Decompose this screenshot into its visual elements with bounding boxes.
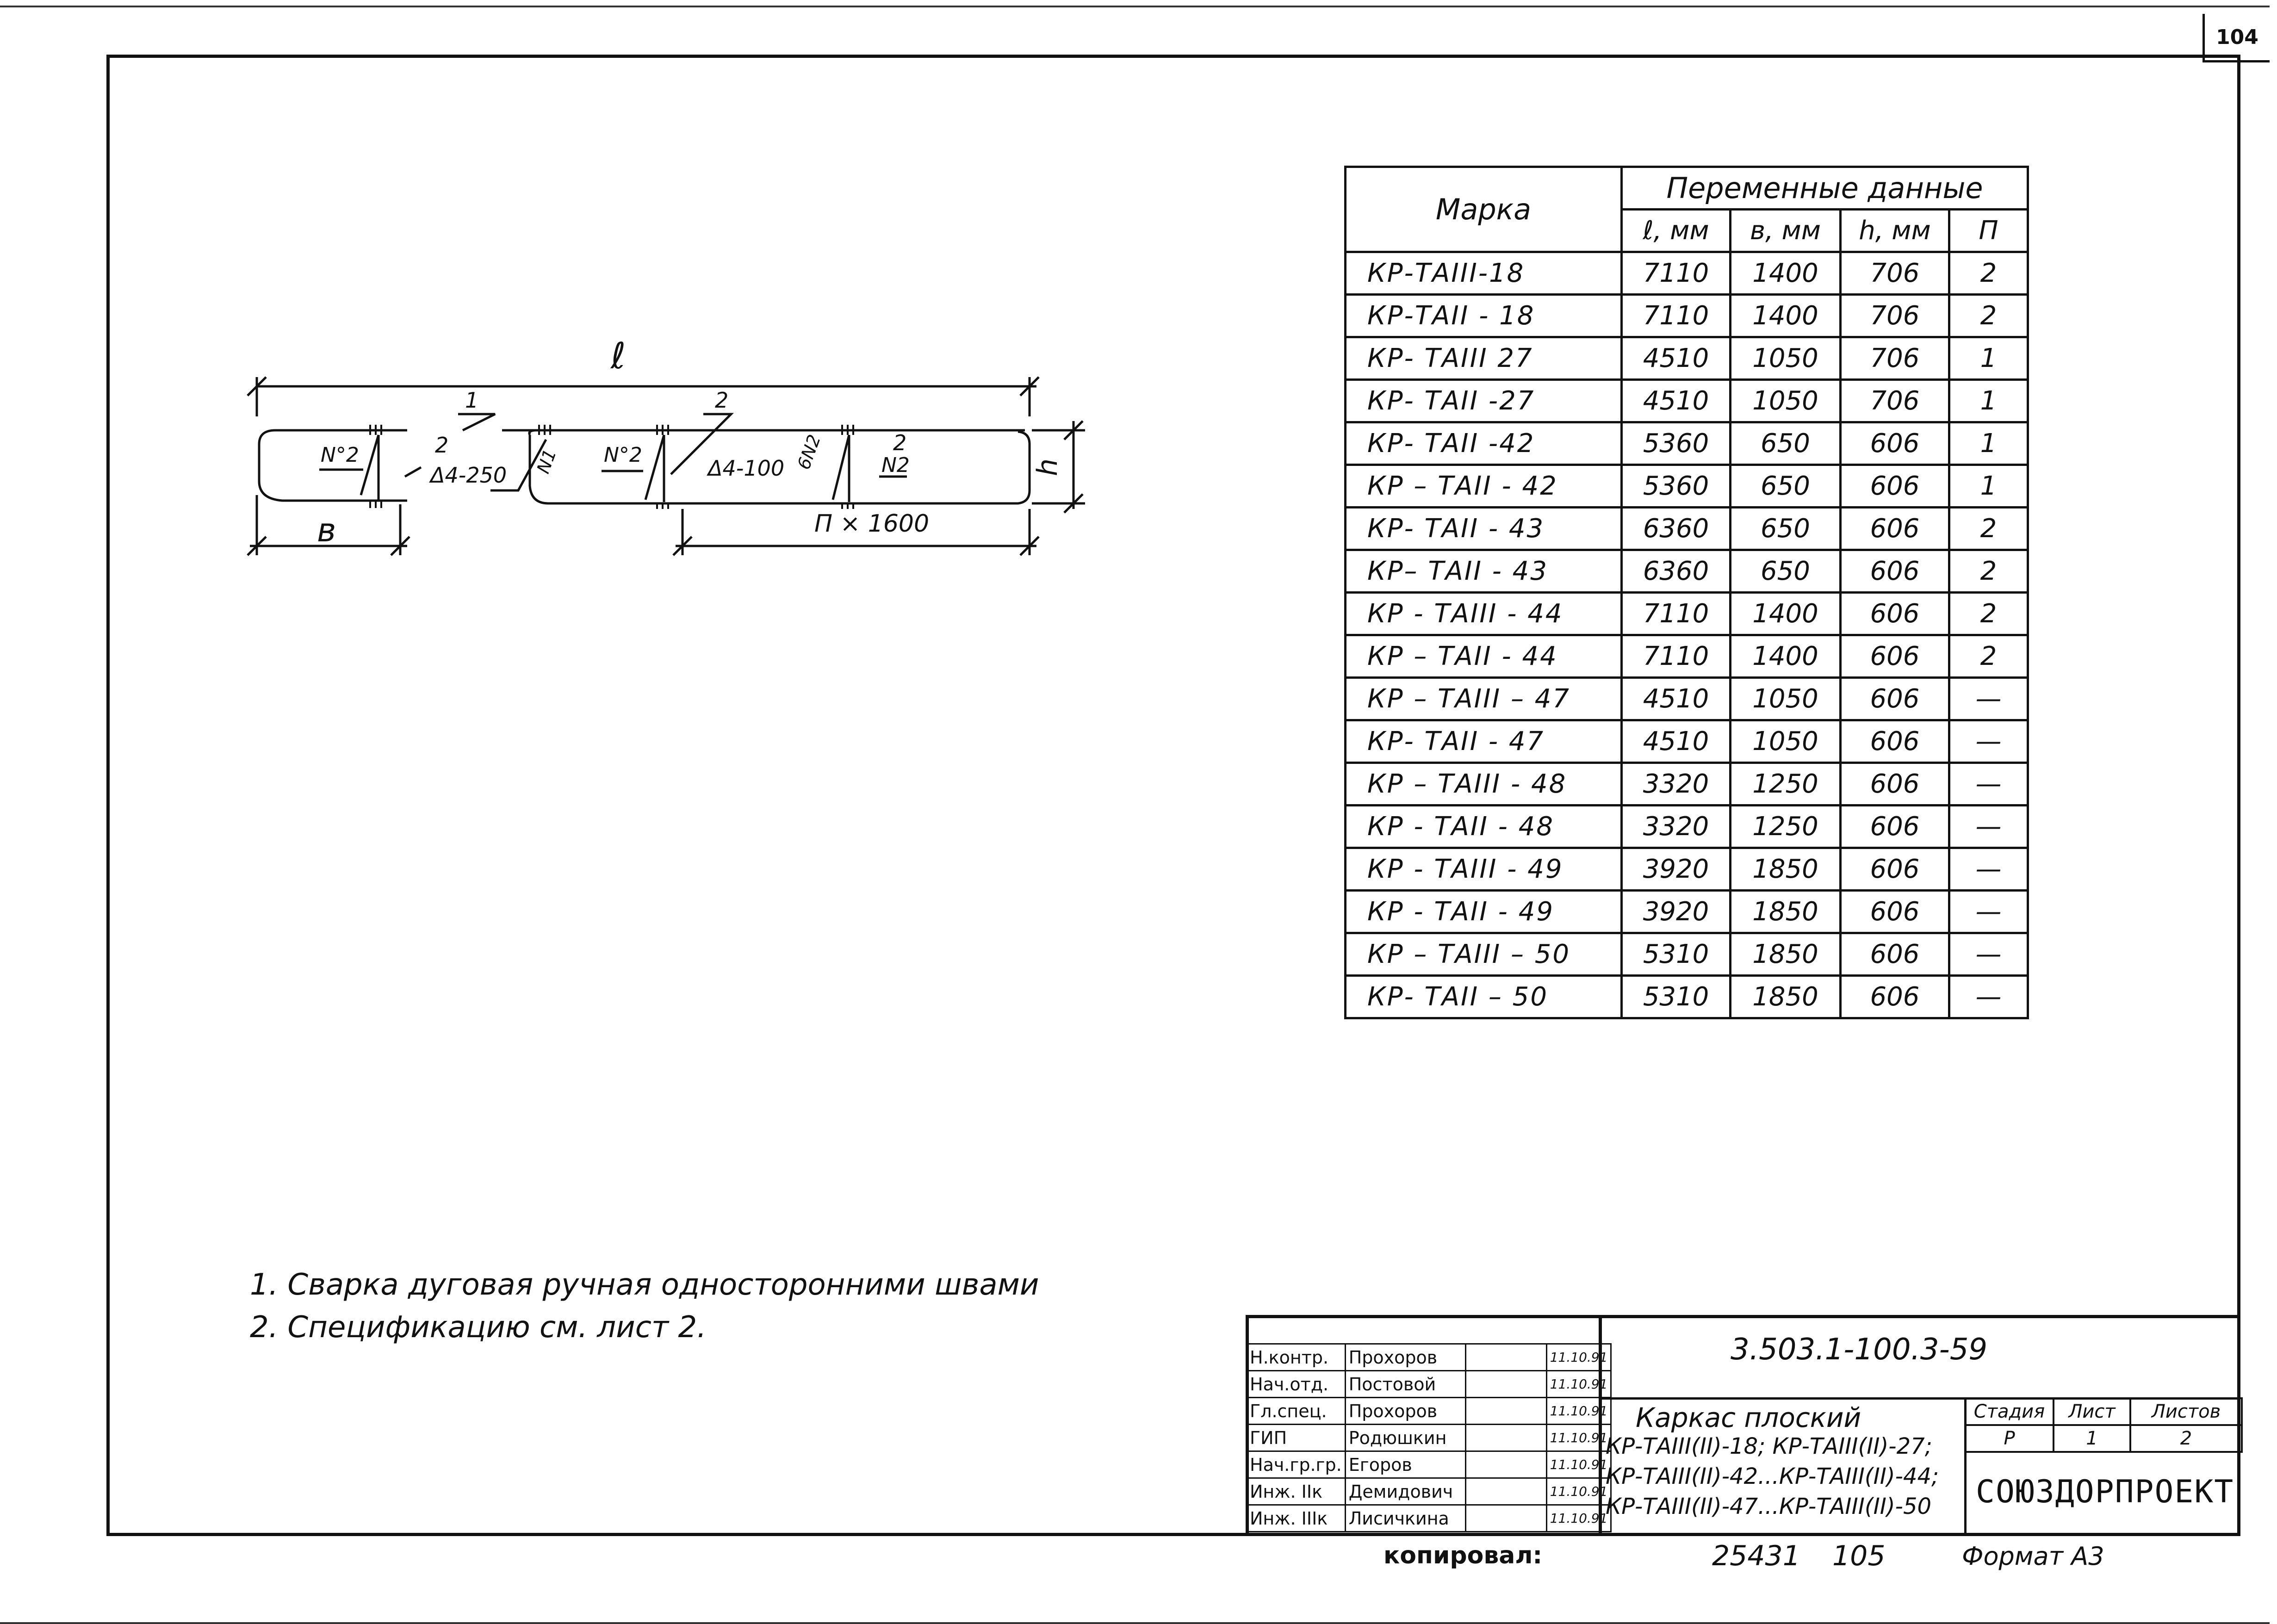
signature-role: ГИП <box>1247 1425 1346 1451</box>
table-row <box>1346 508 2028 550</box>
signature-sign <box>1465 1451 1546 1478</box>
signature-name: Родюшкин <box>1345 1425 1465 1451</box>
label-weld-a: Δ4-250 <box>430 463 507 488</box>
label-n2-mid: N°2 <box>604 443 642 467</box>
table-row <box>1346 720 2028 763</box>
cell-n: 2 <box>1949 295 2028 337</box>
organization-name: СОЮЗДОРПРОЕКТ <box>1976 1474 2234 1510</box>
table-row <box>1346 848 2028 891</box>
cell-h: 606 <box>1841 508 1949 550</box>
note-2: 2. Спецификацию см. лист 2. <box>250 1310 707 1345</box>
cell-b: 650 <box>1731 465 1841 508</box>
cell-b: 650 <box>1731 550 1841 593</box>
cell-h: 606 <box>1841 891 1949 933</box>
sheets-value: 2 <box>2130 1425 2242 1452</box>
signature-role: Нач.отд. <box>1247 1371 1346 1398</box>
label-rod-2b: 2 <box>435 433 449 458</box>
cell-b: 1050 <box>1731 678 1841 720</box>
label-width: в <box>317 511 336 549</box>
signature-row <box>1247 1425 1611 1451</box>
cell-h: 606 <box>1841 720 1949 763</box>
header-variable-data: Переменные данные <box>1622 167 2028 210</box>
cell-mark: КР- ТАII – 50 <box>1346 976 1622 1018</box>
cell-b: 1400 <box>1731 252 1841 295</box>
cell-h: 606 <box>1841 550 1949 593</box>
cell-mark: КР– ТАII - 43 <box>1346 550 1622 593</box>
cell-b: 1400 <box>1731 635 1841 678</box>
cell-l: 7110 <box>1622 295 1731 337</box>
header-mark: Марка <box>1346 167 1622 252</box>
cell-mark: КР – ТАIII – 47 <box>1346 678 1622 720</box>
cell-l: 3320 <box>1622 763 1731 806</box>
cell-l: 3920 <box>1622 891 1731 933</box>
cell-n: 2 <box>1949 252 2028 295</box>
table-row <box>1346 635 2028 678</box>
cell-h: 606 <box>1841 806 1949 848</box>
cell-mark: КР - ТАIII - 44 <box>1346 593 1622 635</box>
header-b: в, мм <box>1731 210 1841 252</box>
format-label: Формат А3 <box>1962 1542 2104 1571</box>
signature-role: Инж. IIк <box>1247 1478 1346 1505</box>
label-spacing: П × 1600 <box>814 510 930 538</box>
signature-role: Н.контр. <box>1247 1344 1346 1371</box>
label-6n2: 6N2 <box>793 432 825 472</box>
signature-sign <box>1465 1505 1546 1532</box>
cell-h: 606 <box>1841 678 1949 720</box>
cell-h: 606 <box>1841 848 1949 891</box>
cell-mark: КР- ТАII -27 <box>1346 380 1622 422</box>
cell-n: 2 <box>1949 550 2028 593</box>
signature-date: 11.10.91 <box>1546 1505 1611 1532</box>
cell-b: 1850 <box>1731 891 1841 933</box>
signature-sign <box>1465 1371 1546 1398</box>
title-line-1: Каркас плоский <box>1636 1402 1861 1433</box>
cell-l: 5360 <box>1622 422 1731 465</box>
sheet-corner-number: 104 <box>2203 14 2270 62</box>
signature-row <box>1247 1478 1611 1505</box>
cell-n: 2 <box>1949 593 2028 635</box>
cell-n: — <box>1949 891 2028 933</box>
signature-date: 11.10.91 <box>1546 1344 1611 1371</box>
cell-b: 1050 <box>1731 380 1841 422</box>
page-number: 105 <box>1832 1540 1886 1572</box>
signature-date: 11.10.91 <box>1546 1478 1611 1505</box>
cell-l: 4510 <box>1622 337 1731 380</box>
signature-date: 11.10.91 <box>1546 1398 1611 1425</box>
signature-role: Нач.гр.гр. <box>1247 1451 1346 1478</box>
signature-row <box>1247 1344 1611 1371</box>
table-row <box>1346 891 2028 933</box>
cell-n: — <box>1949 933 2028 976</box>
cell-n: 2 <box>1949 508 2028 550</box>
signature-date: 11.10.91 <box>1546 1451 1611 1478</box>
stage-value: Р <box>1965 1425 2054 1452</box>
cell-l: 5310 <box>1622 933 1731 976</box>
cell-b: 1050 <box>1731 337 1841 380</box>
cell-n: 1 <box>1949 465 2028 508</box>
table-row <box>1346 337 2028 380</box>
table-row <box>1346 933 2028 976</box>
cell-b: 1250 <box>1731 806 1841 848</box>
label-length: ℓ <box>611 335 626 377</box>
label-weld-b: Δ4-100 <box>708 456 785 481</box>
title-line-3: КР-ТАIII(II)-42...КР-ТАIII(II)-44; <box>1606 1463 1939 1489</box>
stage-label: Стадия <box>1965 1398 2054 1425</box>
signature-row <box>1247 1505 1611 1532</box>
cell-mark: КР - ТАII - 48 <box>1346 806 1622 848</box>
note-1: 1. Сварка дуговая ручная односторонними швами <box>250 1268 1039 1302</box>
cell-h: 706 <box>1841 337 1949 380</box>
sheet-value: 1 <box>2054 1425 2130 1452</box>
cell-h: 606 <box>1841 422 1949 465</box>
cell-b: 1850 <box>1731 976 1841 1018</box>
cell-l: 7110 <box>1622 635 1731 678</box>
signature-row <box>1247 1398 1611 1425</box>
cell-b: 1850 <box>1731 933 1841 976</box>
cell-mark: КР- ТАII -42 <box>1346 422 1622 465</box>
doc-code: 3.503.1-100.3-59 <box>1731 1333 1988 1367</box>
cell-mark: КР- ТАII - 43 <box>1346 508 1622 550</box>
cell-l: 3920 <box>1622 848 1731 891</box>
signature-date: 11.10.91 <box>1546 1425 1611 1451</box>
header-h: h, мм <box>1841 210 1949 252</box>
table-row <box>1346 678 2028 720</box>
cell-mark: КР - ТАII - 49 <box>1346 891 1622 933</box>
cell-h: 606 <box>1841 933 1949 976</box>
cell-l: 4510 <box>1622 380 1731 422</box>
cell-mark: КР - ТАIII - 49 <box>1346 848 1622 891</box>
cell-b: 650 <box>1731 422 1841 465</box>
label-n2-right: N2 <box>881 453 910 477</box>
cell-mark: КР – ТАII - 44 <box>1346 635 1622 678</box>
cell-l: 5360 <box>1622 465 1731 508</box>
cell-mark: КР – ТАII - 42 <box>1346 465 1622 508</box>
table-row <box>1346 593 2028 635</box>
stage-table <box>1964 1397 2243 1453</box>
cell-n: — <box>1949 720 2028 763</box>
signature-name: Прохоров <box>1345 1398 1465 1425</box>
sheets-label: Листов <box>2130 1398 2242 1425</box>
signature-sign <box>1465 1398 1546 1425</box>
cell-l: 5310 <box>1622 976 1731 1018</box>
cell-mark: КР – ТАIII – 50 <box>1346 933 1622 976</box>
cell-l: 4510 <box>1622 678 1731 720</box>
cell-n: — <box>1949 806 2028 848</box>
header-l: ℓ, мм <box>1622 210 1731 252</box>
leader-rod-1 <box>458 414 495 430</box>
cell-b: 1850 <box>1731 848 1841 891</box>
cell-n: 1 <box>1949 337 2028 380</box>
table-row <box>1346 295 2028 337</box>
cell-l: 3320 <box>1622 806 1731 848</box>
signature-name: Прохоров <box>1345 1344 1465 1371</box>
cell-l: 6360 <box>1622 508 1731 550</box>
cell-mark: КР-ТАII - 18 <box>1346 295 1622 337</box>
cell-n: 2 <box>1949 635 2028 678</box>
cell-n: 1 <box>1949 380 2028 422</box>
inventory-number: 25431 <box>1712 1540 1800 1572</box>
cell-h: 706 <box>1841 295 1949 337</box>
cell-b: 1050 <box>1731 720 1841 763</box>
signature-name: Лисичкина <box>1345 1505 1465 1532</box>
cell-mark: КР- ТАIII 27 <box>1346 337 1622 380</box>
table-row <box>1346 763 2028 806</box>
cell-l: 6360 <box>1622 550 1731 593</box>
cell-n: — <box>1949 848 2028 891</box>
signature-name: Демидович <box>1345 1478 1465 1505</box>
cell-l: 7110 <box>1622 252 1731 295</box>
signature-name: Постовой <box>1345 1371 1465 1398</box>
cell-b: 1400 <box>1731 295 1841 337</box>
cell-h: 606 <box>1841 635 1949 678</box>
signature-sign <box>1465 1425 1546 1451</box>
signature-date: 11.10.91 <box>1546 1371 1611 1398</box>
cell-b: 650 <box>1731 508 1841 550</box>
label-n2-left: N°2 <box>321 443 359 467</box>
table-row <box>1346 465 2028 508</box>
cell-mark: КР-ТАIII-18 <box>1346 252 1622 295</box>
cell-h: 706 <box>1841 252 1949 295</box>
label-rod-2a: 2 <box>715 388 729 413</box>
cell-l: 4510 <box>1622 720 1731 763</box>
cell-mark: КР- ТАII - 47 <box>1346 720 1622 763</box>
signature-row <box>1247 1371 1611 1398</box>
variable-data-table <box>1344 166 2029 1019</box>
title-line-2: КР-ТАIII(II)-18; КР-ТАIII(II)-27; <box>1606 1433 1932 1459</box>
cell-h: 606 <box>1841 976 1949 1018</box>
table-row <box>1346 252 2028 295</box>
cell-h: 606 <box>1841 465 1949 508</box>
sheet-label: Лист <box>2054 1398 2130 1425</box>
table-row <box>1346 976 2028 1018</box>
table-row <box>1346 806 2028 848</box>
label-n1: N1 <box>533 446 560 477</box>
cell-n: — <box>1949 976 2028 1018</box>
table-row <box>1346 422 2028 465</box>
header-n: П <box>1949 210 2028 252</box>
cell-b: 1400 <box>1731 593 1841 635</box>
label-rod-1: 1 <box>465 388 479 413</box>
cell-b: 1250 <box>1731 763 1841 806</box>
signature-row <box>1247 1451 1611 1478</box>
cell-n: — <box>1949 763 2028 806</box>
title-line-4: КР-ТАIII(II)-47...КР-ТАIII(II)-50 <box>1606 1494 1932 1519</box>
copied-label: копировал: <box>1384 1542 1543 1569</box>
cell-mark: КР – ТАIII - 48 <box>1346 763 1622 806</box>
cell-h: 706 <box>1841 380 1949 422</box>
table-row <box>1346 550 2028 593</box>
signature-role: Гл.спец. <box>1247 1398 1346 1425</box>
signature-table <box>1246 1343 1612 1532</box>
signature-sign <box>1465 1478 1546 1505</box>
signature-name: Егоров <box>1345 1451 1465 1478</box>
table-row <box>1346 380 2028 422</box>
cell-n: 1 <box>1949 422 2028 465</box>
cell-h: 606 <box>1841 763 1949 806</box>
signature-role: Инж. IIIк <box>1247 1505 1346 1532</box>
label-rod-2c: 2 <box>893 430 907 455</box>
label-height: h <box>1031 458 1064 477</box>
signature-sign <box>1465 1344 1546 1371</box>
cell-l: 7110 <box>1622 593 1731 635</box>
cell-h: 606 <box>1841 593 1949 635</box>
cell-n: — <box>1949 678 2028 720</box>
